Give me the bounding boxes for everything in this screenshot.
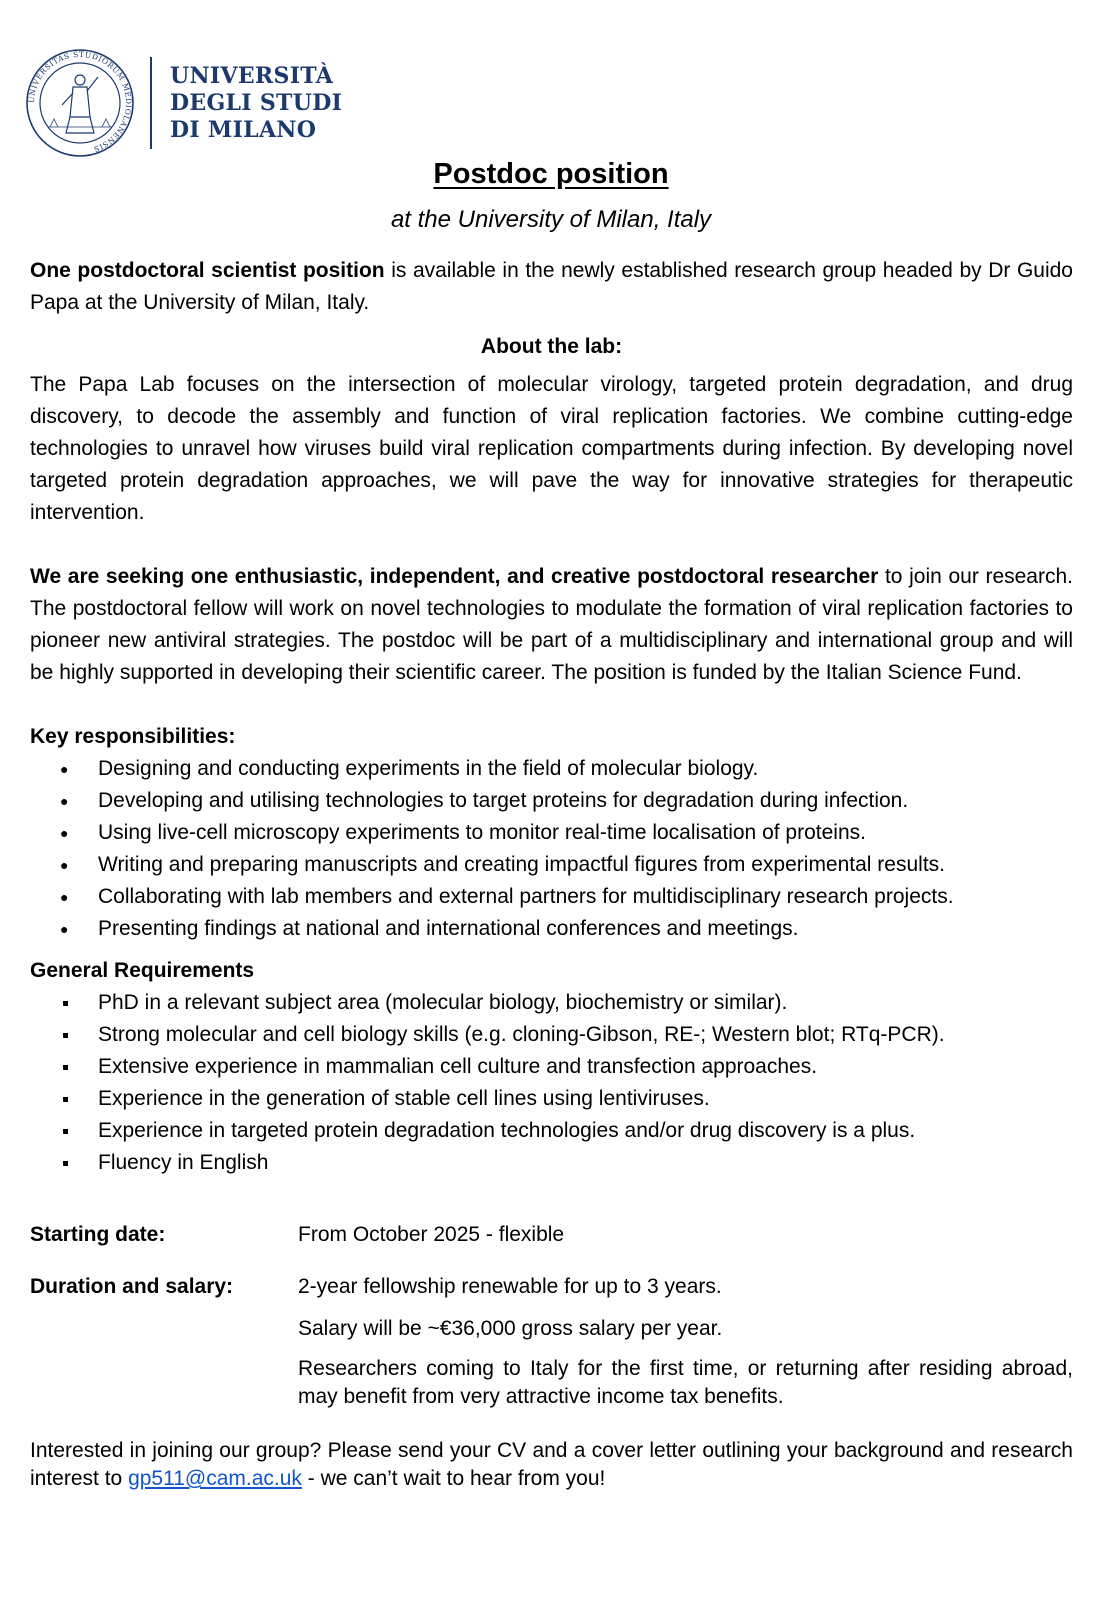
duration-salary-label: Duration and salary: (30, 1275, 234, 1298)
list-item: Fluency in English (30, 1147, 1073, 1179)
list-item: ● Presenting findings at national and international conferences and meetings. (30, 913, 1073, 945)
logo-divider (150, 57, 152, 149)
closing-text-before: Interested in joining our group? Please send your CV and a cover letter outlining your background and research interest to (30, 1439, 1073, 1490)
intro-text: is available in the newly established research group headed by Dr Guido Papa at the University of Milan, Italy. (30, 259, 1073, 314)
closing-paragraph (30, 1437, 1073, 1493)
list-item: ● Writing and preparing manuscripts and creating impactful figures from experimental results. (30, 849, 1073, 881)
seeking-bold: We are seeking one enthusiastic, independent, and creative postdoctoral researcher (30, 565, 879, 588)
university-name-line2: DEGLI STUDI (170, 89, 343, 116)
page-subtitle: at the University of Milan, Italy (390, 206, 712, 233)
intro-paragraph (30, 255, 1073, 319)
intro-bold: One postdoctoral scientist position (30, 259, 385, 282)
list-item: ● Developing and utilising technologies to target proteins for degradation during infection. (30, 785, 1073, 817)
requirements-list (30, 987, 1073, 1179)
university-name-line1: UNIVERSITÀ (170, 62, 334, 89)
university-logo (24, 48, 342, 158)
starting-date-row (30, 1219, 1073, 1261)
university-name-line3: DI MILANO (170, 116, 317, 143)
closing-text-after: - we can’t wait to hear from you! (301, 1467, 606, 1490)
tax-benefit-note: Researchers coming to Italy for the first time, or returning after residing abroad, may benefit from very attractive income tax benefits. (298, 1357, 1073, 1408)
list-item: Experience in targeted protein degradation technologies and/or drug discovery is a plus. (30, 1115, 1073, 1147)
seal-text: UNIVERSITAS STUDIORUM MEDIOLANENSIS (26, 49, 134, 154)
responsibilities-heading: Key responsibilities: (30, 725, 236, 748)
starting-date-label: Starting date: (30, 1223, 166, 1246)
about-heading: About the lab: (480, 335, 623, 358)
salary-value: Salary will be ~€36,000 gross salary per year. (298, 1317, 723, 1340)
position-details (30, 1219, 1073, 1421)
responsibilities-list (30, 753, 1073, 945)
list-item: Extensive experience in mammalian cell culture and transfection approaches. (30, 1051, 1073, 1083)
starting-date-value: From October 2025 - flexible (298, 1223, 565, 1246)
contact-email-link[interactable]: gp511@cam.ac.uk (128, 1467, 302, 1490)
duration-salary-row (30, 1271, 1073, 1421)
list-item: ● Designing and conducting experiments in the field of molecular biology. (30, 753, 1073, 785)
seeking-paragraph (30, 561, 1073, 689)
list-item: PhD in a relevant subject area (molecular biology, biochemistry or similar). (30, 987, 1073, 1019)
list-item: Strong molecular and cell biology skills (e.g. cloning-Gibson, RE-; Western blot; RTq-PCR). (30, 1019, 1073, 1051)
requirements-heading: General Requirements (30, 959, 255, 982)
list-item: ● Collaborating with lab members and external partners for multidisciplinary research projects. (30, 881, 1073, 913)
university-name (170, 63, 342, 144)
university-seal-icon (24, 47, 136, 159)
page-title: Postdoc position (433, 158, 669, 190)
duration-value: 2-year fellowship renewable for up to 3 years. (298, 1275, 722, 1298)
document-body (30, 255, 1073, 1493)
list-item: ● Using live-cell microscopy experiments to monitor real-time localisation of proteins. (30, 817, 1073, 849)
seeking-text: to join our research. The postdoctoral fellow will work on novel technologies to modulate the formation of viral replication factories to pioneer new antiviral strategies. The postdoc will be part of a multidisciplinary and international group and will be highly supported in developing their scientific career. The position is funded by the Italian Science Fund. (30, 565, 1073, 684)
about-paragraph: The Papa Lab focuses on the intersection of molecular virology, targeted protein degradation, and drug discovery, to decode the assembly and function of viral replication factories. We combine cutting-edge technologies to unravel how viruses build viral replication compartments during infection. By developing novel targeted protein degradation approaches, we will pave the way for innovative strategies for therapeutic intervention. (30, 373, 1073, 524)
list-item: Experience in the generation of stable cell lines using lentiviruses. (30, 1083, 1073, 1115)
